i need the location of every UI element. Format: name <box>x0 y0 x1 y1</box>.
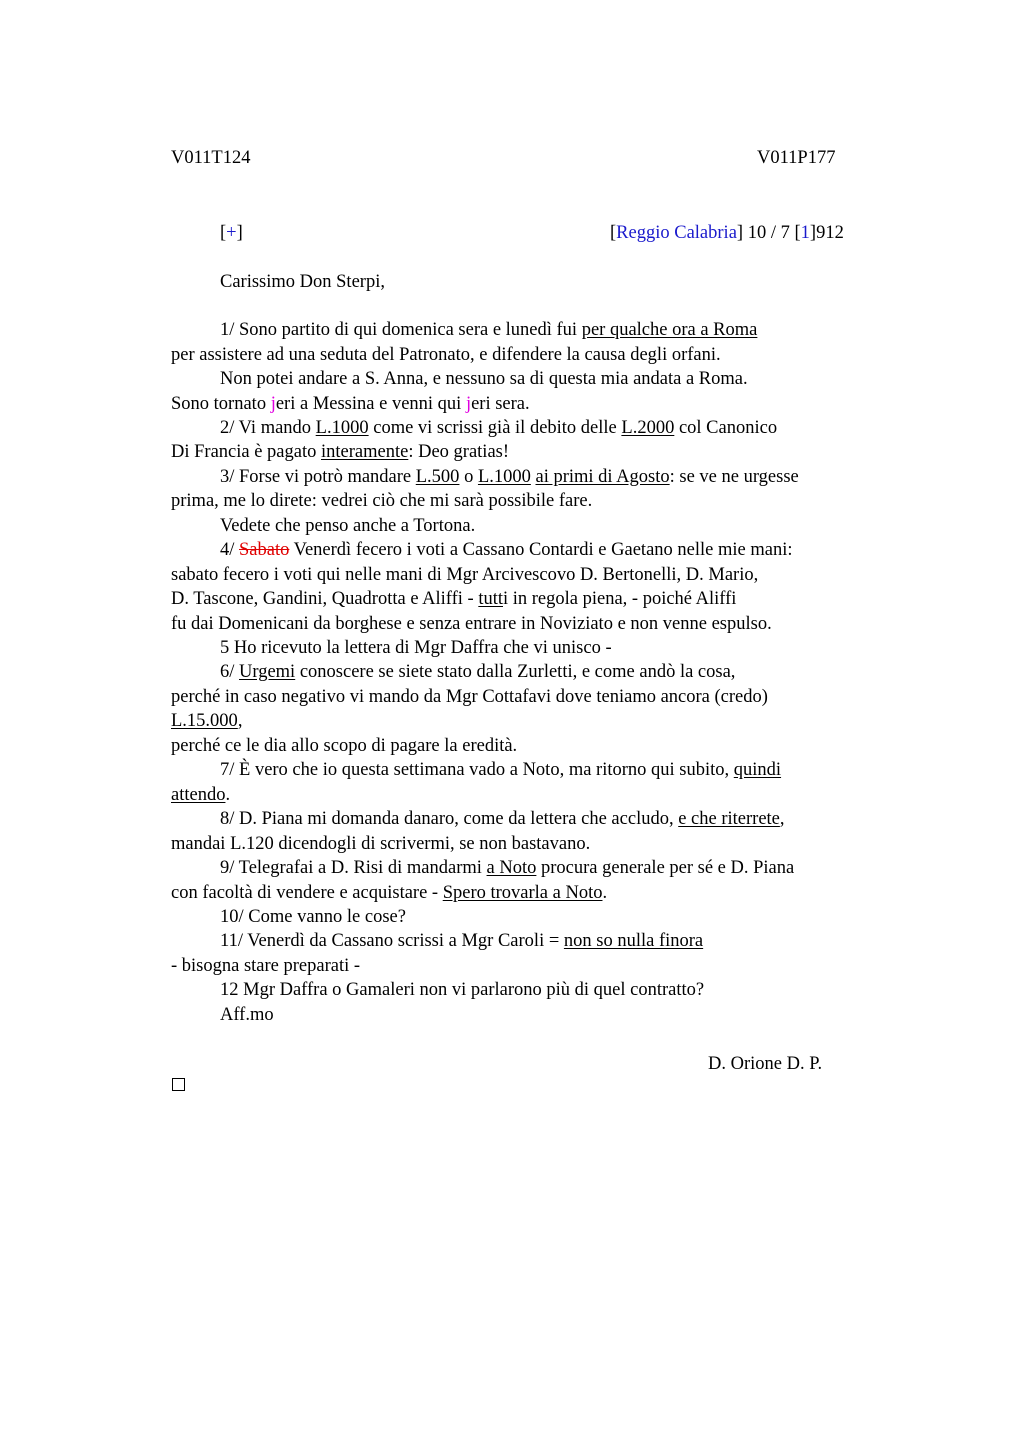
end-box <box>172 1078 185 1091</box>
letter-line: prima, me lo direte: vedrei ciò che mi sarà possibile fare. <box>171 491 593 511</box>
cross-symbol: + <box>226 223 237 243</box>
letter-line: 6/ Urgemi conoscere se siete stato dalla Zurletti, e come andò la cosa, <box>220 662 736 682</box>
letter-line: 8/ D. Piana mi domanda danaro, come da lettera che accludo, e che riterrete, <box>220 809 785 829</box>
letter-line: 7/ È vero che io questa settimana vado a Noto, ma ritorno qui subito, quindi <box>220 760 782 780</box>
letter-line: L.15.000, <box>171 711 243 731</box>
letter-line: per assistere ad una seduta del Patronato, e difendere la causa degli orfani. <box>171 345 721 365</box>
letter-line: 10/ Come vanno le cose? <box>220 907 406 927</box>
letter-line: 12 Mgr Daffra o Gamaleri non vi parlarono più di quel contratto? <box>220 980 705 1000</box>
letter-line: Di Francia è pagato interamente: Deo gratias! <box>171 442 510 462</box>
letter-line: perché ce le dia allo scopo di pagare la eredità. <box>171 736 518 756</box>
letter-line: fu dai Domenicani da borghese e senza entrare in Noviziato e non venne espulso. <box>171 614 772 634</box>
cross-mark: [+] <box>220 223 243 243</box>
place-name: Reggio Calabria <box>616 223 737 243</box>
letter-line: perché in caso negativo vi mando da Mgr Cottafavi dove teniamo ancora (credo) <box>171 687 768 707</box>
closing: Aff.mo <box>220 1005 274 1025</box>
letter-line: D. Tascone, Gandini, Quadrotta e Aliffi - tutti in regola piena, - poiché Aliffi <box>171 589 737 609</box>
salutation: Carissimo Don Sterpi, <box>220 272 385 292</box>
letter-line: sabato fecero i voti qui nelle mani di Mgr Arcivescovo D. Bertonelli, D. Mario, <box>171 565 759 585</box>
signature: D. Orione D. P. <box>708 1054 823 1074</box>
page-code-right: V011P177 <box>757 148 836 168</box>
letter-line: 9/ Telegrafai a D. Risi di mandarmi a Noto procura generale per sé e D. Piana <box>220 858 795 878</box>
letter-line: 5 Ho ricevuto la lettera di Mgr Daffra che vi unisco - <box>220 638 612 658</box>
page-code-left: V011T124 <box>171 148 251 168</box>
letter-line: 2/ Vi mando L.1000 come vi scrissi già il debito delle L.2000 col Canonico <box>220 418 778 438</box>
dateline: [Reggio Calabria] 10 / 7 [1]912 <box>610 223 844 243</box>
letter-line: attendo. <box>171 785 231 805</box>
letter-line: 3/ Forse vi potrò mandare L.500 o L.1000 ai primi di Agosto: se ve ne urgesse <box>220 467 799 487</box>
letter-line: mandai L.120 dicendogli di scrivermi, se non bastavano. <box>171 834 591 854</box>
letter-line: con facoltà di vendere e acquistare - Spero trovarla a Noto. <box>171 883 608 903</box>
letter-line: Non potei andare a S. Anna, e nessuno sa di questa mia andata a Roma. <box>220 369 748 389</box>
letter-line: Vedete che penso anche a Tortona. <box>220 516 476 536</box>
letter-line: 1/ Sono partito di qui domenica sera e lunedì fui per qualche ora a Roma <box>220 320 758 340</box>
letter-line: 4/ Sabato Venerdì fecero i voti a Cassano Contardi e Gaetano nelle mie mani: <box>220 540 793 560</box>
struck-word: Sabato <box>239 540 290 560</box>
letter-line: Sono tornato jeri a Messina e venni qui jeri sera. <box>171 394 530 414</box>
letter-line: - bisogna stare preparati - <box>171 956 361 976</box>
letter-line: 11/ Venerdì da Cassano scrissi a Mgr Caroli = non so nulla finora <box>220 931 704 951</box>
